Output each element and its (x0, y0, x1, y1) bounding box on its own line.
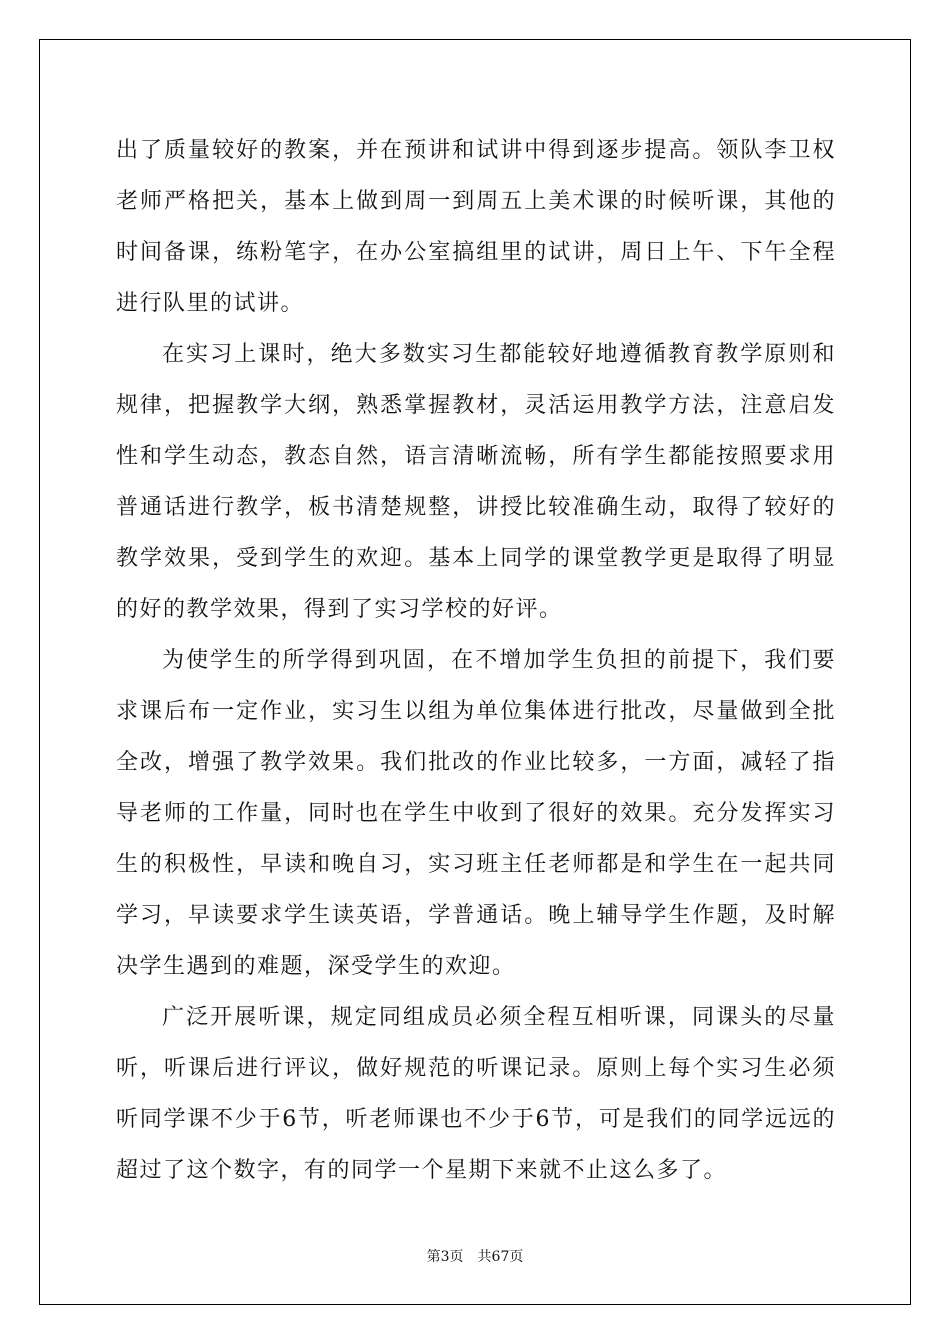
document-body (116, 125, 836, 1196)
page-number: 第3页 (426, 1249, 464, 1265)
paragraph-4: 广泛开展听课，规定同组成员必须全程互相听课，同课头的尽量听，听课后进行评议，做好规范的听课记录。原则上每个实习生必须听同学课不少于6节，听老师课也不少于6节，可是我们的同学远远的超过了这个数字，有的同学一个星期下来就不止这么多了。 (116, 1005, 836, 1183)
paragraph-1: 出了质量较好的教案，并在预讲和试讲中得到逐步提高。领队李卫权老师严格把关，基本上做到周一到周五上美术课的时候听课，其他的时间备课，练粉笔字，在办公室搞组里的试讲，周日上午、下午全程进行队里的试讲。 (116, 138, 836, 316)
page-footer (0, 1246, 950, 1266)
paragraph-2: 在实习上课时，绝大多数实习生都能较好地遵循教育教学原则和规律，把握教学大纲，熟悉掌握教材，灵活运用教学方法，注意启发性和学生动态，教态自然，语言清晰流畅，所有学生都能按照要求用普通话进行教学，板书清楚规整，讲授比较准确生动，取得了较好的教学效果，受到学生的欢迎。基本上同学的课堂教学更是取得了明显的好的教学效果，得到了实习学校的好评。 (116, 342, 836, 622)
paragraph-3: 为使学生的所学得到巩固，在不增加学生负担的前提下，我们要求课后布一定作业，实习生以组为单位集体进行批改，尽量做到全批全改，增强了教学效果。我们批改的作业比较多，一方面，减轻了指导老师的工作量，同时也在学生中收到了很好的效果。充分发挥实习生的积极性，早读和晚自习，实习班主任老师都是和学生在一起共同学习，早读要求学生读英语，学普通话。晚上辅导学生作题，及时解决学生遇到的难题，深受学生的欢迎。 (116, 648, 836, 979)
page-total: 共67页 (477, 1249, 524, 1265)
